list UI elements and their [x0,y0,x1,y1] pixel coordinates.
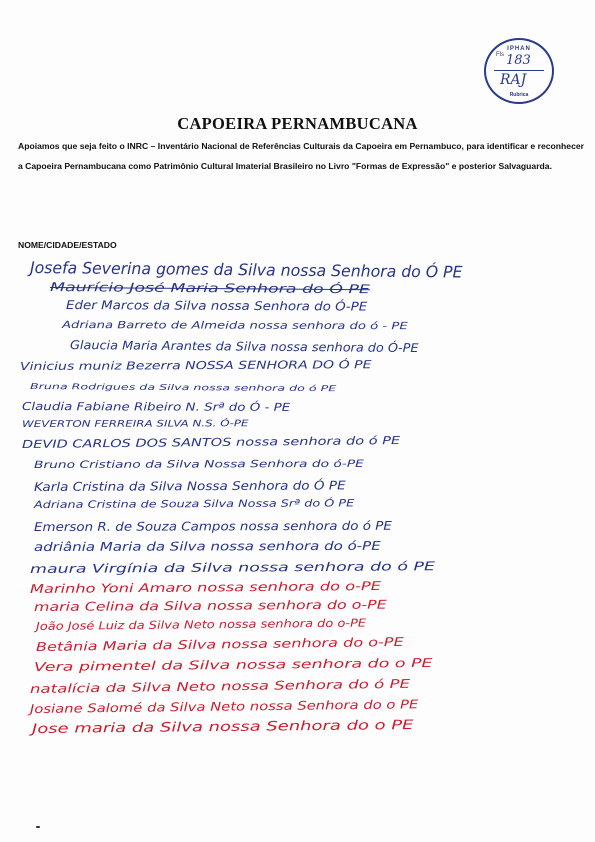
stamp-bottom-text: Rubrica [509,92,529,98]
signature-line: Jose maria da Silva nossa Senhora do o PE [31,718,414,737]
signature-line: João José Luiz da Silva Neto nossa senhora do o-PE [35,616,367,633]
signature-line: Adriana Cristina de Souza Silva Nossa Srª do Ó PE [33,498,355,511]
protocol-stamp [484,38,554,104]
signature-line: DEVID CARLOS DOS SANTOS nossa senhora do ó PE [21,434,401,451]
signature-line: Betânia Maria da Silva nossa senhora do o-PE [35,634,404,654]
signature-line: Josiane Salomé da Silva Neto nossa Senhora do o PE [29,697,419,716]
stamp-top-text: IPHAN [507,46,531,52]
stamp-side-text: Fls [496,52,504,58]
stamp-divider [494,70,544,71]
signature-line: adriânia Maria da Silva nossa senhora do ó-PE [33,538,381,554]
signature-line: WEVERTON FERREIRA SILVA N.S. Ó-PE [21,419,249,430]
intro-paragraph: Apoiamos que seja feito o INRC – Inventário Nacional de Referências Culturais da Capoeira em Pernambuco, para identificar e reconhecer a Capoeira Pernambucana como Patrimônio Cultural Imaterial Brasileiro no Livro "Formas de Expressão" e posterior Salvaguarda. [18,141,584,171]
signature-line: Vinicius muniz Bezerra NOSSA SENHORA DO Ó PE [19,358,372,373]
signature-line: Adriana Barreto de Almeida nossa senhora do ó - PE [61,320,408,333]
signature-line: Emerson R. de Souza Campos nossa senhora do ó PE [33,518,392,534]
signature-line: Maurício José Maria Senhora do Ó PE [49,280,370,297]
signature-line: Claudia Fabiane Ribeiro N. Srª do Ó - PE [21,400,291,414]
signature-line: maria Celina da Silva nossa senhora do o-PE [33,597,387,614]
signature-line: Karla Cristina da Silva Nossa Senhora do Ó PE [33,478,346,494]
stamp-number: 183 [506,53,531,68]
signature-line: Vera pimentel da Silva nossa senhora do o PE [33,655,433,674]
signature-line: Josefa Severina gomes da Silva nossa Senhora do Ó PE [29,258,463,282]
signature-line: Eder Marcos da Silva nossa Senhora do Ó-PE [65,298,368,314]
signature-line: maura Virgínia da Silva nossa senhora do ó PE [29,559,435,576]
signature-line: Marinho Yoni Amaro nossa senhora do o-PE [29,578,382,596]
list-label: NOME/CIDADE/ESTADO [18,240,117,250]
signature-line: Glaucia Maria Arantes da Silva nossa senhora do Ó-PE [69,338,419,356]
stamp-initials: RAJ [500,72,527,88]
page-speck [36,826,40,828]
signature-line: natalícia da Silva Neto nossa Senhora do ó PE [29,676,411,696]
signature-line: Bruno Cristiano da Silva Nossa Senhora do ó-PE [33,458,364,471]
signature-line: Bruna Rodrigues da Silva nossa senhora do ó PE [29,382,337,394]
document-title: CAPOEIRA PERNAMBUCANA [177,114,418,133]
